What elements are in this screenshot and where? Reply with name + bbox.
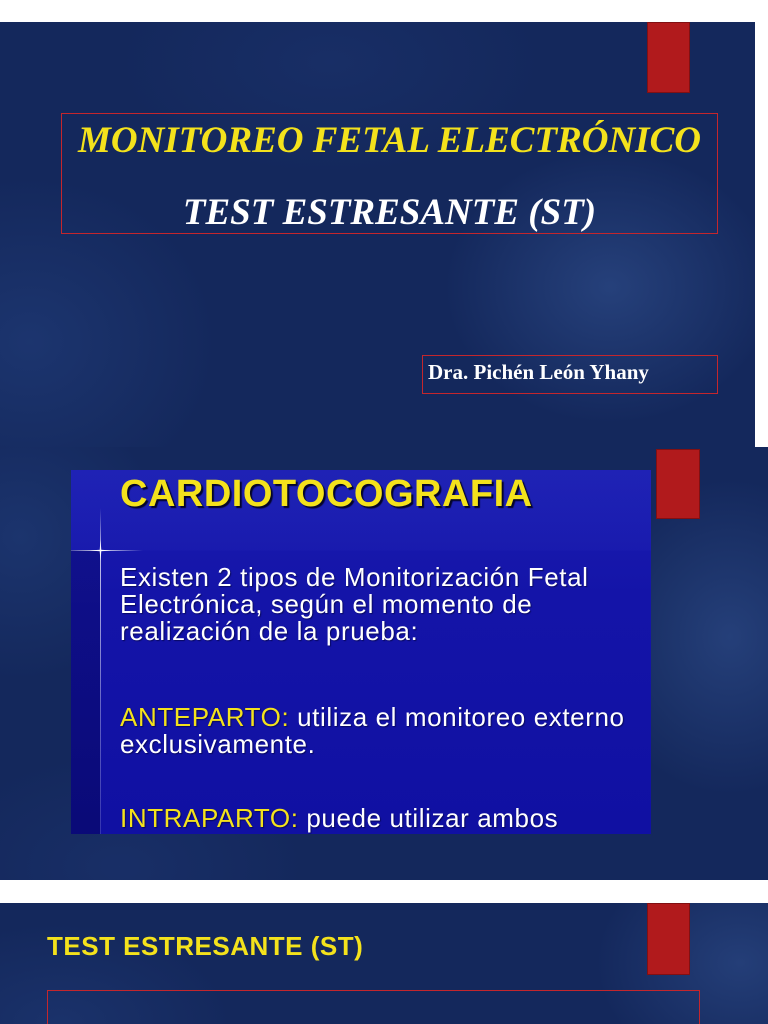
decorative-side-strip <box>71 550 100 834</box>
author-name: Dra. Pichén León Yhany <box>428 360 649 384</box>
antepartum-label: ANTEPARTO: <box>120 702 290 732</box>
title-line-2: TEST ESTRESANTE (ST) <box>182 192 597 233</box>
antepartum-text: utiliza el monitoreo externo <box>297 702 625 732</box>
slide-1 <box>0 22 755 447</box>
sparkle-icon <box>90 540 111 561</box>
author-box <box>422 355 718 394</box>
content-box <box>47 990 700 1024</box>
intrapartum-paragraph <box>120 805 558 832</box>
paragraph-line: Electrónica, según el momento de <box>120 589 533 619</box>
slide-3 <box>0 903 768 1024</box>
paragraph-line: Existen 2 tipos de Monitorización Fetal <box>120 562 589 592</box>
red-accent-bar <box>656 449 700 519</box>
intro-paragraph <box>120 564 589 645</box>
red-accent-bar <box>647 22 690 93</box>
slide-heading: TEST ESTRESANTE (ST) <box>47 931 364 961</box>
intrapartum-label: INTRAPARTO: <box>120 803 299 833</box>
paragraph-line <box>120 805 558 832</box>
slide-heading: CARDIOTOCOGRAFIA <box>120 473 533 515</box>
embedded-slide-image <box>71 470 651 834</box>
paragraph-line <box>120 704 625 731</box>
antepartum-paragraph <box>120 704 625 758</box>
title-line-1: MONITOREO FETAL ELECTRÓNICO <box>78 120 701 161</box>
slide-2 <box>0 447 768 880</box>
red-accent-bar <box>647 903 690 975</box>
intrapartum-text: puede utilizar ambos <box>306 803 559 833</box>
title-box <box>61 113 718 234</box>
paragraph-line: realización de la prueba: <box>120 616 419 646</box>
paragraph-line: exclusivamente. <box>120 729 316 759</box>
